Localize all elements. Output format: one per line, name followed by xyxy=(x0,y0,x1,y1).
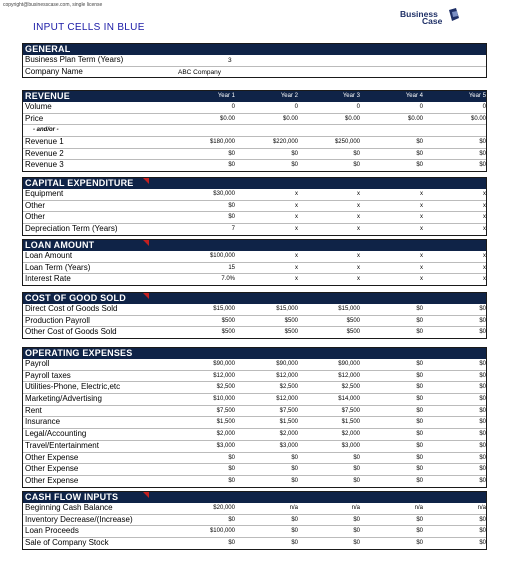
value-cell[interactable]: $0 xyxy=(353,162,360,169)
value-cell[interactable]: $0.00 xyxy=(470,115,486,122)
value-cell[interactable]: $0 xyxy=(479,528,486,535)
row-label: Other Expense xyxy=(25,475,79,485)
value-cell[interactable]: $0 xyxy=(479,454,486,461)
row-label: Payroll xyxy=(25,359,50,368)
value-cell[interactable]: $0 xyxy=(291,477,298,484)
value-cell[interactable]: $7,500 xyxy=(341,407,360,414)
value-cell[interactable]: $100,000 xyxy=(209,528,235,535)
value-cell[interactable]: $0 xyxy=(479,317,486,324)
value-cell[interactable]: x xyxy=(357,264,360,271)
copyright-text: copyright@businesscase.com, single license xyxy=(3,2,103,8)
value-cell[interactable]: $3,000 xyxy=(216,442,235,449)
value-cell[interactable]: $0 xyxy=(228,516,235,523)
value-cell[interactable]: x xyxy=(420,226,423,233)
value-cell[interactable]: $2,500 xyxy=(216,384,235,391)
value-cell[interactable]: $2,500 xyxy=(341,384,360,391)
value-cell[interactable]: $500 xyxy=(346,329,360,336)
table-row xyxy=(23,114,486,126)
value-cell[interactable]: x xyxy=(483,202,486,209)
row-label: Depreciation Term (Years) xyxy=(25,224,118,234)
value-cell[interactable]: $0 xyxy=(228,477,235,484)
cashflow-header xyxy=(23,492,486,503)
row-label: Production Payroll xyxy=(25,315,90,325)
value-cell[interactable]: 7.0% xyxy=(221,276,235,283)
value-cell[interactable]: $1,500 xyxy=(341,419,360,426)
table-row xyxy=(23,251,486,263)
value-cell[interactable]: x xyxy=(295,191,298,197)
table-row xyxy=(23,274,486,285)
company-name-input[interactable]: ABC Company xyxy=(178,68,221,76)
value-cell[interactable]: $0 xyxy=(228,202,235,209)
value-cell[interactable]: $0 xyxy=(353,454,360,461)
value-cell[interactable]: x xyxy=(295,202,298,209)
value-cell[interactable]: $0 xyxy=(479,162,486,169)
row-label: Company Name xyxy=(25,66,83,76)
table-row xyxy=(23,212,486,224)
value-cell[interactable]: $500 xyxy=(221,317,235,324)
value-cell[interactable]: x xyxy=(295,276,298,283)
value-cell[interactable]: $12,000 xyxy=(276,372,298,379)
table-row xyxy=(23,327,486,338)
row-label: Other Expense xyxy=(25,452,79,462)
table-row xyxy=(23,515,486,527)
loan-title: LOAN AMOUNT xyxy=(25,240,95,250)
value-cell[interactable]: $0 xyxy=(479,540,486,547)
table-row xyxy=(23,538,486,549)
value-cell[interactable]: x xyxy=(357,226,360,233)
value-cell[interactable]: 0 xyxy=(231,104,235,110)
row-label: Travel/Entertainment xyxy=(25,440,99,450)
row-label: Loan Proceeds xyxy=(25,526,79,536)
row-label: Utilities-Phone, Electric,etc xyxy=(25,382,121,392)
value-cell[interactable]: $0 xyxy=(479,306,486,312)
value-cell[interactable]: $2,000 xyxy=(279,431,298,438)
value-cell[interactable]: $500 xyxy=(346,317,360,324)
row-label: Revenue 3 xyxy=(25,160,64,170)
value-cell[interactable]: $0 xyxy=(416,528,423,535)
value-cell[interactable]: x xyxy=(295,226,298,233)
value-cell[interactable]: $0 xyxy=(416,306,423,312)
value-cell[interactable]: $0.00 xyxy=(407,115,423,122)
row-label: Revenue 1 xyxy=(25,137,64,147)
table-row xyxy=(23,359,486,371)
value-cell[interactable]: $0 xyxy=(416,442,423,449)
table-row xyxy=(23,526,486,538)
value-cell[interactable]: $7,500 xyxy=(279,407,298,414)
row-label: Revenue 2 xyxy=(25,148,64,158)
value-cell[interactable]: $0 xyxy=(291,162,298,169)
value-cell[interactable]: $0 xyxy=(479,396,486,403)
value-cell[interactable]: x xyxy=(357,191,360,197)
value-cell[interactable]: $0 xyxy=(479,372,486,379)
table-row xyxy=(23,417,486,429)
value-cell[interactable]: x xyxy=(420,191,423,197)
value-cell[interactable]: x xyxy=(483,191,486,197)
value-cell[interactable]: x xyxy=(295,253,298,259)
value-cell[interactable]: 0 xyxy=(356,104,360,110)
row-label: Loan Term (Years) xyxy=(25,262,91,272)
value-cell[interactable]: x xyxy=(357,202,360,209)
cashflow-section xyxy=(22,491,487,550)
value-cell[interactable]: $7,500 xyxy=(216,407,235,414)
table-row xyxy=(23,304,486,316)
row-label: Insurance xyxy=(25,417,61,427)
value-cell[interactable]: $0.00 xyxy=(219,115,235,122)
value-cell[interactable]: $0 xyxy=(416,407,423,414)
value-cell[interactable]: $2,000 xyxy=(216,431,235,438)
logo-line1: Business xyxy=(400,9,438,19)
row-label: Business Plan Term (Years) xyxy=(25,55,124,64)
row-label: Loan Amount xyxy=(25,251,73,260)
value-cell[interactable]: $100,000 xyxy=(209,253,235,259)
value-cell[interactable]: $500 xyxy=(284,329,298,336)
value-cell[interactable]: $0 xyxy=(416,516,423,523)
table-row xyxy=(23,453,486,465)
value-cell[interactable]: x xyxy=(483,276,486,283)
value-cell[interactable]: $15,000 xyxy=(276,306,298,312)
value-cell[interactable]: x xyxy=(483,253,486,259)
value-cell[interactable]: $0 xyxy=(416,384,423,391)
value-cell[interactable]: x xyxy=(420,202,423,209)
value-cell[interactable]: x xyxy=(420,276,423,283)
value-cell[interactable]: $2,000 xyxy=(341,431,360,438)
table-row xyxy=(23,476,486,487)
value-cell[interactable]: n/a xyxy=(351,505,360,511)
business-case-logo xyxy=(400,8,500,32)
value-cell[interactable]: n/a xyxy=(414,505,423,511)
value-cell[interactable]: x xyxy=(483,264,486,271)
value-cell[interactable]: $0 xyxy=(479,139,486,146)
value-cell[interactable]: $90,000 xyxy=(213,361,235,367)
value-cell[interactable]: $0 xyxy=(291,528,298,535)
value-cell[interactable]: $0 xyxy=(291,466,298,473)
table-row xyxy=(23,464,486,476)
table-row xyxy=(23,102,486,114)
value-cell[interactable]: x xyxy=(420,253,423,259)
table-row xyxy=(23,406,486,418)
row-label: Direct Cost of Goods Sold xyxy=(25,304,118,313)
value-cell[interactable]: $0 xyxy=(479,466,486,473)
value-cell[interactable]: $0 xyxy=(291,454,298,461)
table-row xyxy=(23,160,486,171)
revenue-header xyxy=(23,91,486,102)
capex-title: CAPITAL EXPENDITURE xyxy=(25,178,134,188)
table-row xyxy=(23,371,486,383)
value-cell[interactable]: $0 xyxy=(416,372,423,379)
value-cell[interactable]: $0 xyxy=(291,150,298,157)
row-label: Legal/Accounting xyxy=(25,429,87,439)
table-row xyxy=(23,67,486,78)
value-cell[interactable]: $0 xyxy=(291,516,298,523)
row-label: Interest Rate xyxy=(25,274,71,284)
row-label: Inventory Decrease/(Increase) xyxy=(25,514,133,524)
cogs-section xyxy=(22,292,487,339)
value-cell[interactable]: $0.00 xyxy=(282,115,298,122)
year-column-header: Year 5 xyxy=(468,93,486,99)
capex-section xyxy=(22,177,487,236)
table-row xyxy=(23,149,486,161)
value-cell[interactable]: $15,000 xyxy=(338,306,360,312)
value-cell[interactable]: $0 xyxy=(353,150,360,157)
revenue-title: REVENUE xyxy=(25,91,70,101)
value-cell[interactable]: x xyxy=(357,253,360,259)
table-row xyxy=(23,316,486,328)
row-label: - and/or - xyxy=(33,127,59,134)
value-cell[interactable]: $2,500 xyxy=(279,384,298,391)
value-cell[interactable]: $500 xyxy=(221,329,235,336)
value-cell[interactable]: $0 xyxy=(416,139,423,146)
value-cell[interactable]: $14,000 xyxy=(338,396,360,403)
opex-title: OPERATING EXPENSES xyxy=(25,348,133,358)
value-cell[interactable]: $0 xyxy=(416,431,423,438)
value-cell[interactable]: $10,000 xyxy=(213,396,235,403)
corner-accent-icon xyxy=(143,178,149,184)
value-cell[interactable]: $0 xyxy=(416,162,423,169)
plan-term-input[interactable]: 3 xyxy=(228,57,232,64)
value-cell[interactable]: $0 xyxy=(416,317,423,324)
value-cell[interactable]: x xyxy=(357,214,360,221)
value-cell[interactable]: $0 xyxy=(416,477,423,484)
page-title: INPUT CELLS IN BLUE xyxy=(33,22,145,33)
value-cell[interactable]: $0 xyxy=(353,477,360,484)
value-cell[interactable]: $30,000 xyxy=(213,191,235,197)
value-cell[interactable]: $0 xyxy=(353,466,360,473)
value-cell[interactable]: $0 xyxy=(416,419,423,426)
capex-header xyxy=(23,178,486,189)
value-cell[interactable]: n/a xyxy=(289,505,298,511)
value-cell[interactable]: $0 xyxy=(479,407,486,414)
value-cell[interactable]: $0 xyxy=(416,466,423,473)
value-cell[interactable]: $0 xyxy=(353,528,360,535)
value-cell[interactable]: x xyxy=(420,214,423,221)
general-section xyxy=(22,43,487,78)
value-cell[interactable]: $0 xyxy=(479,384,486,391)
value-cell[interactable]: $0 xyxy=(353,540,360,547)
table-row xyxy=(23,429,486,441)
value-cell[interactable]: $0 xyxy=(416,150,423,157)
row-label: Volume xyxy=(25,102,52,111)
value-cell[interactable]: $0 xyxy=(479,419,486,426)
general-title: GENERAL xyxy=(25,44,71,54)
value-cell[interactable]: 0 xyxy=(419,104,423,110)
cashflow-title: CASH FLOW INPUTS xyxy=(25,492,119,502)
loan-section xyxy=(22,239,487,286)
value-cell[interactable]: $0 xyxy=(416,329,423,336)
opex-header xyxy=(23,348,486,359)
value-cell[interactable]: $0 xyxy=(479,477,486,484)
value-cell[interactable]: $0 xyxy=(228,466,235,473)
row-label: Sale of Company Stock xyxy=(25,538,109,548)
value-cell[interactable]: 0 xyxy=(294,104,298,110)
value-cell[interactable]: $1,500 xyxy=(279,419,298,426)
value-cell[interactable]: $0 xyxy=(228,150,235,157)
value-cell[interactable]: $0.00 xyxy=(344,115,360,122)
row-label: Marketing/Advertising xyxy=(25,394,102,404)
logo-line2: Case xyxy=(422,16,443,26)
table-row xyxy=(23,55,486,67)
row-label: Price xyxy=(25,113,44,123)
row-label: Rent xyxy=(25,405,42,415)
row-label: Other Expense xyxy=(25,464,79,474)
value-cell[interactable]: $0 xyxy=(416,361,423,367)
value-cell[interactable]: x xyxy=(420,264,423,271)
value-cell[interactable]: $0 xyxy=(479,329,486,336)
value-cell[interactable]: x xyxy=(295,264,298,271)
value-cell[interactable]: $220,000 xyxy=(272,139,298,146)
corner-accent-icon xyxy=(143,293,149,299)
value-cell[interactable]: $90,000 xyxy=(338,361,360,367)
table-row xyxy=(23,503,486,515)
value-cell[interactable]: $0 xyxy=(228,214,235,221)
table-row xyxy=(23,125,486,137)
general-header xyxy=(23,44,486,55)
value-cell[interactable]: $15,000 xyxy=(213,306,235,312)
value-cell[interactable]: $250,000 xyxy=(334,139,360,146)
row-label: Payroll taxes xyxy=(25,370,71,380)
value-cell[interactable]: $0 xyxy=(228,162,235,169)
table-row xyxy=(23,263,486,275)
value-cell[interactable]: x xyxy=(295,214,298,221)
value-cell[interactable]: x xyxy=(483,226,486,233)
logo-mark-icon xyxy=(448,8,460,22)
year-column-header: Year 2 xyxy=(280,93,298,99)
value-cell[interactable]: $0 xyxy=(291,540,298,547)
value-cell[interactable]: $500 xyxy=(284,317,298,324)
revenue-section xyxy=(22,90,487,172)
year-column-header: Year 4 xyxy=(405,93,423,99)
table-row xyxy=(23,189,486,201)
cogs-title: COST OF GOOD SOLD xyxy=(25,293,126,303)
value-cell[interactable]: $0 xyxy=(416,454,423,461)
value-cell[interactable]: $3,000 xyxy=(279,442,298,449)
value-cell[interactable]: $0 xyxy=(228,540,235,547)
value-cell[interactable]: $0 xyxy=(479,150,486,157)
value-cell[interactable]: $180,000 xyxy=(209,139,235,146)
row-label: Other Cost of Goods Sold xyxy=(25,327,117,337)
table-row xyxy=(23,201,486,213)
value-cell[interactable]: n/a xyxy=(477,505,486,511)
value-cell[interactable]: x xyxy=(357,276,360,283)
table-row xyxy=(23,394,486,406)
value-cell[interactable]: $20,000 xyxy=(213,505,235,511)
value-cell[interactable]: $0 xyxy=(479,361,486,367)
row-label: Beginning Cash Balance xyxy=(25,503,113,512)
year-column-header: Year 1 xyxy=(217,93,235,99)
row-label: Equipment xyxy=(25,189,64,198)
value-cell[interactable]: 0 xyxy=(482,104,486,110)
value-cell[interactable]: $0 xyxy=(228,454,235,461)
table-row xyxy=(23,441,486,453)
cogs-header xyxy=(23,293,486,304)
corner-accent-icon xyxy=(143,240,149,246)
value-cell[interactable]: $3,000 xyxy=(341,442,360,449)
row-label: Other xyxy=(25,212,46,222)
value-cell[interactable]: $12,000 xyxy=(213,372,235,379)
value-cell[interactable]: $90,000 xyxy=(276,361,298,367)
value-cell[interactable]: 7 xyxy=(231,226,235,233)
table-row xyxy=(23,137,486,149)
value-cell[interactable]: x xyxy=(483,214,486,221)
value-cell[interactable]: $0 xyxy=(479,442,486,449)
value-cell[interactable]: $0 xyxy=(416,396,423,403)
value-cell[interactable]: $0 xyxy=(416,540,423,547)
value-cell[interactable]: $12,000 xyxy=(276,396,298,403)
loan-header xyxy=(23,240,486,251)
opex-section xyxy=(22,347,487,488)
value-cell[interactable]: $1,500 xyxy=(216,419,235,426)
table-row xyxy=(23,382,486,394)
value-cell[interactable]: 15 xyxy=(228,264,235,271)
value-cell[interactable]: $0 xyxy=(353,516,360,523)
table-row xyxy=(23,224,486,235)
row-label: Other xyxy=(25,200,46,210)
value-cell[interactable]: $12,000 xyxy=(338,372,360,379)
year-column-header: Year 3 xyxy=(342,93,360,99)
value-cell[interactable]: $0 xyxy=(479,431,486,438)
corner-accent-icon xyxy=(143,492,149,498)
value-cell[interactable]: $0 xyxy=(479,516,486,523)
